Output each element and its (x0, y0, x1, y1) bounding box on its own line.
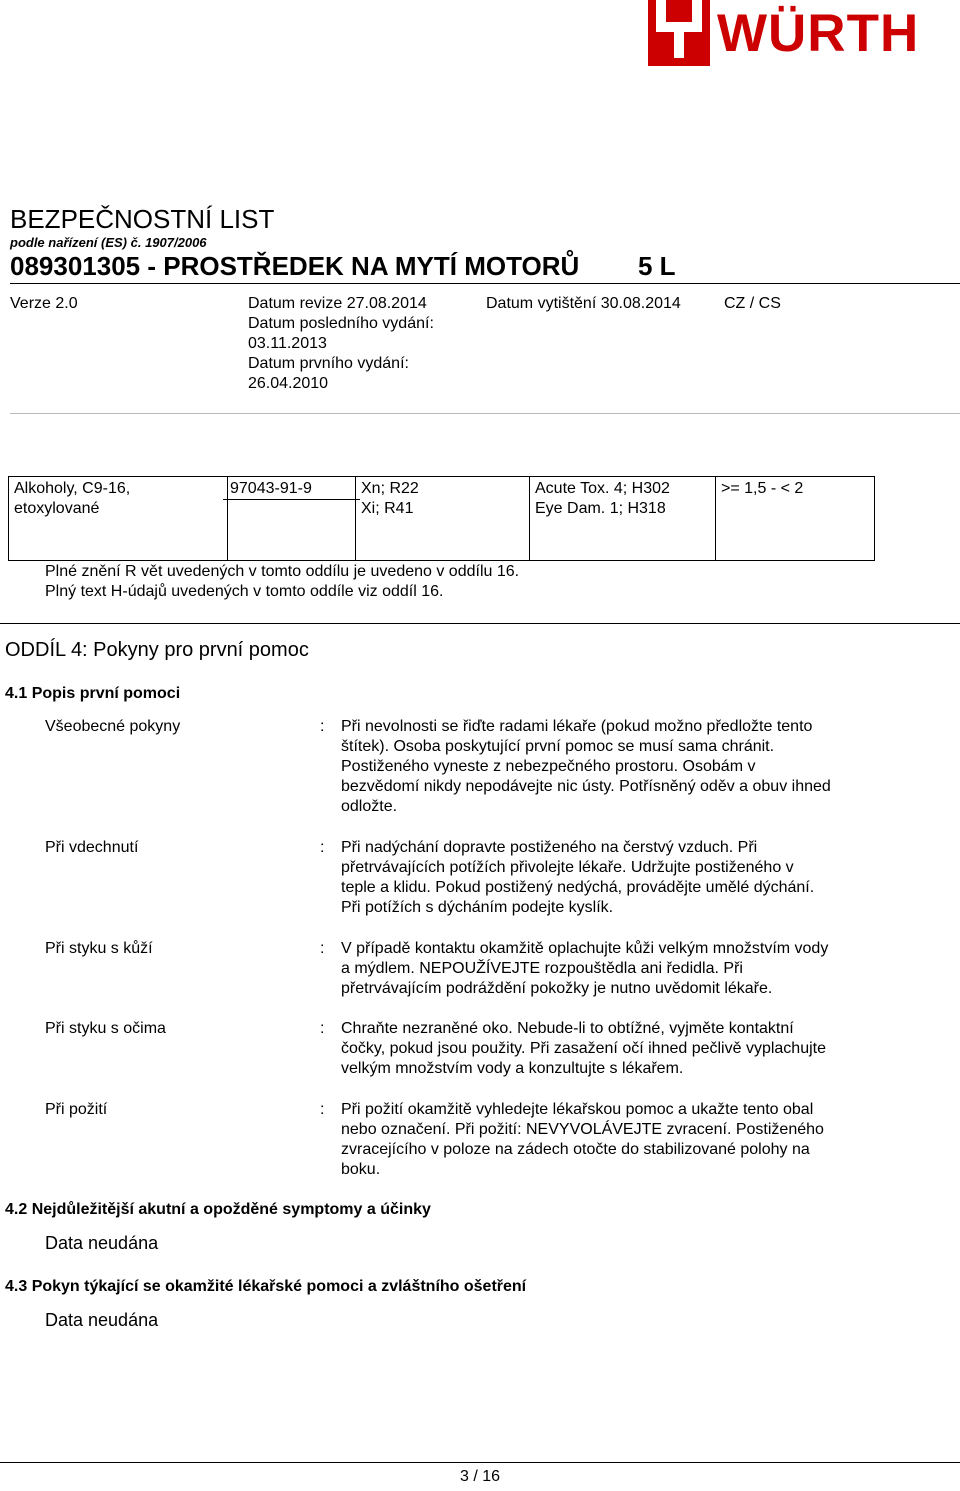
section-title: ODDÍL 4: Pokyny pro první pomoc (5, 639, 309, 661)
label-general: Všeobecné pokyny (45, 718, 181, 735)
cas-empty-line (223, 500, 360, 520)
first-issue-date: 26.04.2010 (248, 375, 329, 392)
colon: : (320, 718, 325, 735)
meta-divider (10, 413, 960, 414)
print-date: Datum vytištění 30.08.2014 (486, 295, 681, 312)
text-line: Postiženého vyneste z nebezpečného prostoru. Osobám v (341, 758, 756, 776)
classification-h-cell (530, 477, 716, 561)
text-line: přetrvávajícím podráždění pokožky je nutno uvědomit lékaře. (341, 980, 773, 998)
text-line: přetrvávajících potížích přivolejte lékaře. Udržujte postiženého v (341, 859, 794, 877)
text-line: Při potížích s dýcháním podejte kyslík. (341, 899, 614, 917)
substance-name-line1: Alkoholy, C9-16, (14, 480, 131, 497)
last-issue-date: 03.11.2013 (248, 335, 327, 352)
substance-name-cell (9, 477, 228, 561)
text-line: Při nevolnosti se řiďte radami lékaře (pokud možno předložte tento (341, 718, 813, 735)
first-issue-label: Datum prvního vydání: (248, 355, 409, 372)
classification-r-cell (356, 477, 530, 561)
colon: : (320, 839, 325, 856)
label-skin: Při styku s kůží (45, 940, 153, 957)
text-line: boku. (341, 1161, 381, 1179)
colon: : (320, 940, 325, 957)
text-line: a mýdlem. NEPOUŽÍVEJTE rozpouštědla ani ředidla. Při (341, 960, 743, 978)
value-general (341, 717, 881, 817)
locale: CZ / CS (724, 295, 781, 312)
text-line: štítek). Osoba poskytující první pomoc se musí sama chránit. (341, 738, 775, 756)
colon: : (320, 1101, 325, 1118)
label-inhalation: Při vdechnutí (45, 839, 139, 856)
table-row (9, 477, 875, 561)
text-line: nebo označení. Při požití: NEVYVOLÁVEJTE zvracení. Postiženého (341, 1121, 824, 1139)
footer-divider (0, 1462, 960, 1463)
classification-r1: Xn; R22 (361, 480, 419, 497)
product-name: 089301305 - PROSTŘEDEK NA MYTÍ MOTORŮ (10, 251, 580, 281)
text-line: V případě kontaktu okamžitě oplachujte kůži velkým množstvím vody (341, 940, 829, 957)
text-line: bezvědomí nikdy nepodávejte nic ústy. Potřísněný oděv a obuv ihned (341, 778, 831, 796)
no-data-4-2: Data neudána (45, 1233, 159, 1253)
label-ingestion: Při požití (45, 1101, 108, 1118)
value-ingestion (341, 1100, 881, 1180)
text-line: Při nadýchání dopravte postiženého na čerstvý vzduch. Při (341, 839, 758, 856)
cas-number: 97043-91-9 (223, 479, 360, 500)
no-data-4-3: Data neudána (45, 1310, 159, 1330)
revision-date: Datum revize 27.08.2014 (248, 295, 427, 312)
text-line: Chraňte nezraněné oko. Nebude-li to obtížné, vyjměte kontaktní (341, 1020, 794, 1037)
classification-r2: Xi; R41 (361, 500, 414, 517)
text-line: teple a klidu. Pokud postižený nedýchá, provádějte umělé dýchání. (341, 879, 815, 897)
text-line: odložte. (341, 798, 398, 816)
classification-h2: Eye Dam. 1; H318 (535, 500, 666, 517)
header-divider (10, 283, 960, 284)
value-skin (341, 939, 881, 999)
concentration: >= 1,5 - < 2 (721, 480, 804, 497)
page-number: 3 / 16 (459, 1468, 501, 1485)
colon: : (320, 1020, 325, 1037)
text-line: zvracejícího v poloze na zádech otočte do stabilizované polohy na (341, 1141, 810, 1159)
classification-h1: Acute Tox. 4; H302 (535, 480, 670, 497)
document-subtitle: podle nařízení (ES) č. 1907/2006 (10, 235, 207, 250)
composition-table (8, 476, 875, 561)
text-line: Při požití okamžitě vyhledejte lékařskou pomoc a ukažte tento obal (341, 1101, 814, 1118)
text-line: velkým množstvím vody a konzultujte s lékařem. (341, 1060, 684, 1078)
wurth-logo-text: WÜRTH (717, 4, 920, 63)
document-title: BEZPEČNOSTNÍ LIST (10, 204, 275, 234)
version: Verze 2.0 (10, 295, 78, 312)
cas-cell (228, 477, 356, 561)
subsection-4-1: 4.1 Popis první pomoci (5, 685, 181, 702)
subsection-4-3: 4.3 Pokyn týkající se okamžité lékařské pomoci a zvláštního ošetření (5, 1278, 527, 1295)
last-issue-label: Datum posledního vydání: (248, 315, 434, 332)
text-line: čočky, pokud jsou použity. Při zasažení očí ihned pečlivě vyplachujte (341, 1040, 826, 1058)
subsection-4-2: 4.2 Nejdůležitější akutní a opožděné symptomy a účinky (5, 1201, 431, 1218)
substance-name-line2: etoxylované (14, 500, 100, 517)
r-phrases-note: Plné znění R vět uvedených v tomto oddílu je uvedeno v oddílu 16. (45, 563, 520, 580)
product-size: 5 L (638, 251, 676, 281)
section-divider (0, 623, 960, 624)
concentration-cell (716, 477, 875, 561)
value-eyes (341, 1019, 881, 1079)
value-inhalation (341, 838, 881, 918)
label-eyes: Při styku s očima (45, 1020, 166, 1037)
h-phrases-note: Plný text H-údajů uvedených v tomto oddíle viz oddíl 16. (45, 583, 444, 600)
